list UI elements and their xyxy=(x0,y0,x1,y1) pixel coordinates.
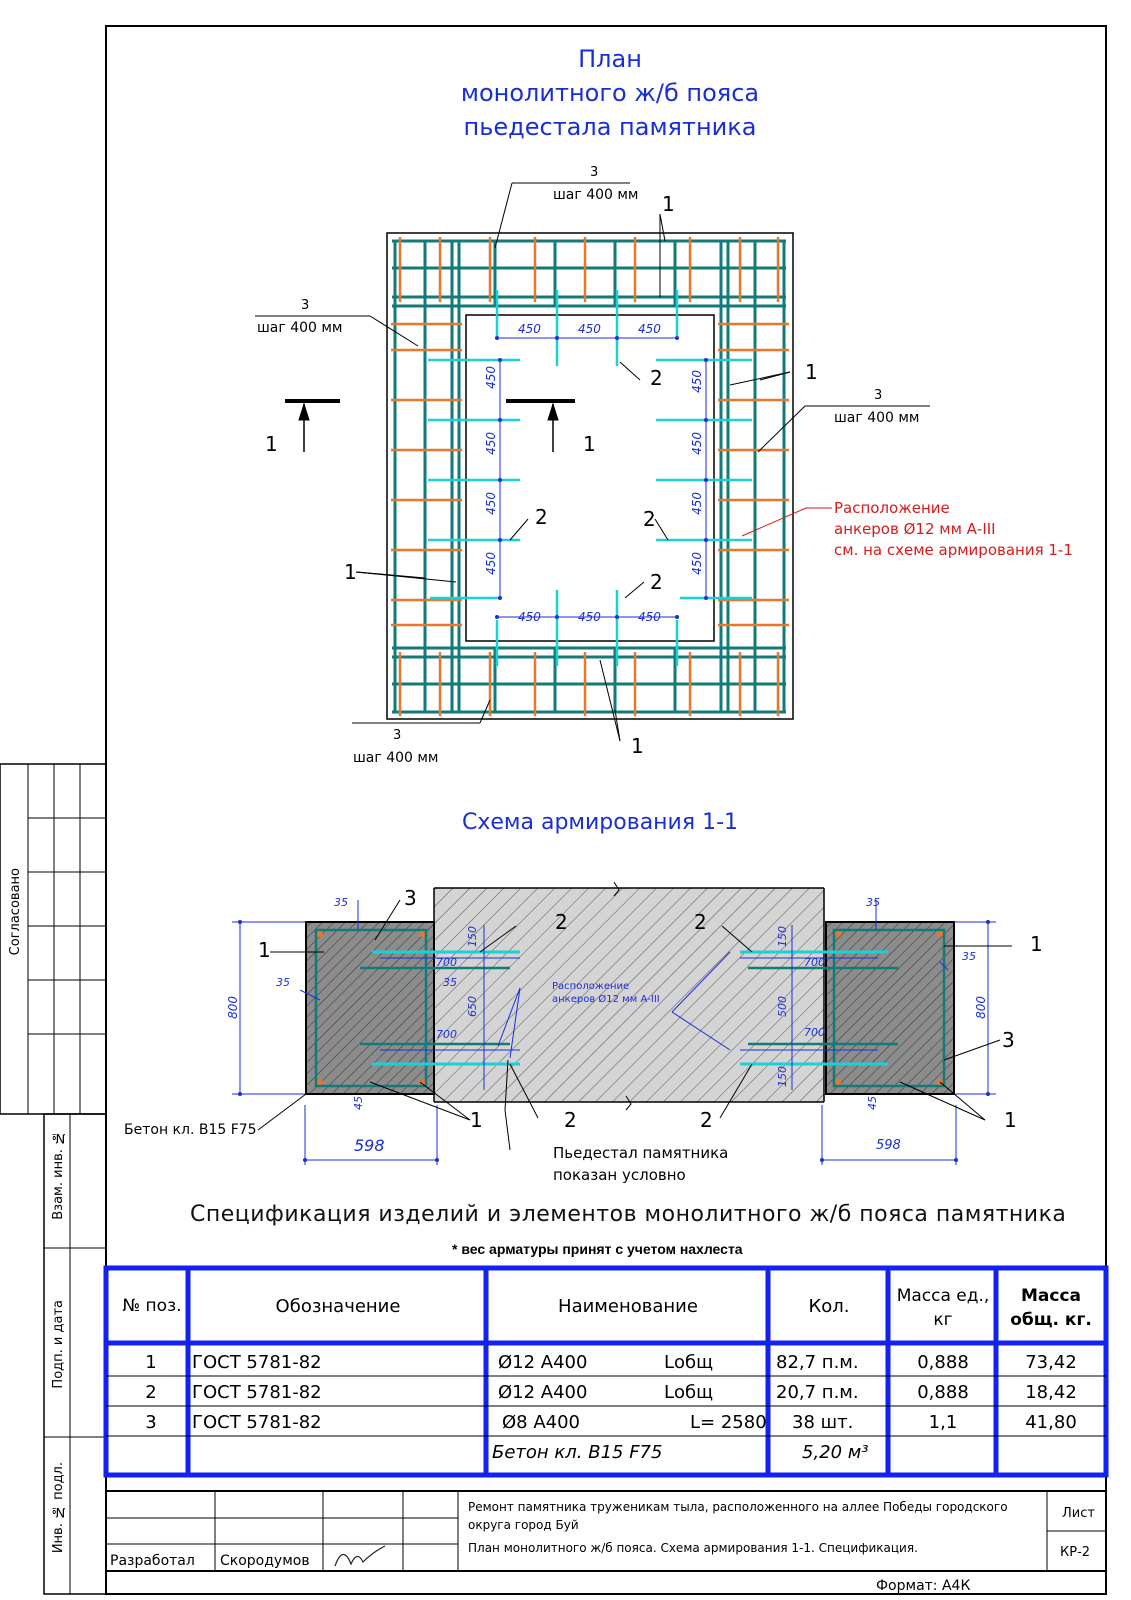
section-dim-800: 800 xyxy=(226,996,240,1019)
plan-dim-450-vertical: 450 xyxy=(484,366,498,389)
section-pos-3-right: 3 xyxy=(1002,1028,1015,1052)
plan-title-line-3: пьедестала памятника xyxy=(463,113,757,141)
plan-callout-top-step: шаг 400 мм xyxy=(553,187,639,203)
plan-pos-2-a: 2 xyxy=(650,366,663,390)
plan-callout-top-pos: 3 xyxy=(590,165,599,180)
spec-row-1-mass-unit: 0,888 xyxy=(917,1352,969,1373)
section-dim-45: 45 xyxy=(352,1096,365,1110)
spec-header-qty: Кол. xyxy=(808,1296,850,1317)
plan-dim-450-vertical: 450 xyxy=(690,552,704,575)
plan-dim-450-vertical: 450 xyxy=(690,492,704,515)
plan-dim-450: 450 xyxy=(638,610,661,624)
spec-header-mass-unit: Масса ед., кг xyxy=(896,1286,990,1330)
section-pos-2-d: 2 xyxy=(700,1108,713,1132)
plan-callout-left-pos: 3 xyxy=(301,298,310,313)
section-pos-2-b: 2 xyxy=(694,910,707,934)
section-dim-150: 150 xyxy=(776,1066,789,1087)
plan-callout-bottom-pos: 3 xyxy=(393,728,402,743)
plan-dim-450: 450 xyxy=(518,610,541,624)
section-pos-2-c: 2 xyxy=(564,1108,577,1132)
title-block-project: Ремонт памятника труженикам тыла, расположенного на аллее Победы городского округа город Буй xyxy=(468,1500,1008,1532)
stamp-replacement-inv: Взам. инв. № xyxy=(51,1130,66,1220)
spec-row-2-doc: ГОСТ 5781-82 xyxy=(192,1382,322,1403)
spec-header-mass-total: Масса общ. кг. xyxy=(1010,1286,1092,1330)
spec-row-2-mass-unit: 0,888 xyxy=(917,1382,969,1403)
stamp-original-inv: Инв. № подл. xyxy=(51,1462,66,1554)
section-mark-left: 1 xyxy=(265,432,278,456)
spec-row-2-pos: 2 xyxy=(145,1382,157,1403)
plan-dim-450-vertical: 450 xyxy=(484,492,498,515)
section-dim-800: 800 xyxy=(974,996,988,1019)
spec-row-3-name: Ø8 А400 xyxy=(502,1412,581,1433)
section-dim-650: 650 xyxy=(466,996,479,1017)
section-dim-700: 700 xyxy=(804,1026,825,1039)
plan-dim-450-vertical: 450 xyxy=(690,432,704,455)
spec-row-3-mass-total: 41,80 xyxy=(1025,1412,1077,1433)
spec-row-1-pos: 1 xyxy=(145,1352,157,1373)
plan-dim-450-vertical: 450 xyxy=(690,370,704,393)
plan-dim-450: 450 xyxy=(518,322,541,336)
section-dim-35: 35 xyxy=(443,976,457,989)
spec-title: Спецификация изделий и элементов монолитного ж/б пояса памятника xyxy=(190,1202,1067,1227)
spec-concrete-qty: 5,20 м³ xyxy=(802,1442,869,1463)
title-block-format: Формат: А4К xyxy=(876,1578,971,1594)
plan-pos-1-top: 1 xyxy=(662,192,675,216)
section-pos-1-c: 1 xyxy=(470,1108,483,1132)
title-block-developed-label: Разработал xyxy=(110,1553,195,1569)
spec-row-2-name: Ø12 А400 xyxy=(498,1382,588,1403)
plan-callout-left-step: шаг 400 мм xyxy=(257,320,343,336)
spec-row-2-length: Lобщ xyxy=(664,1382,714,1403)
section-dim-35: 35 xyxy=(962,950,976,963)
plan-callout-right-step: шаг 400 мм xyxy=(834,410,920,426)
spec-row-1-qty: 82,7 п.м. xyxy=(776,1352,859,1373)
section-pos-1-b: 1 xyxy=(1030,932,1043,956)
spec-row-1-length: Lобщ xyxy=(664,1352,714,1373)
plan-pos-1-bottom: 1 xyxy=(631,734,644,758)
red-note-line-3: см. на схеме армирования 1-1 xyxy=(834,541,1073,559)
spec-weight-note: * вес арматуры принят с учетом нахлеста xyxy=(452,1241,743,1257)
plan-dim-450: 450 xyxy=(638,322,661,336)
section-dim-700: 700 xyxy=(436,1028,457,1041)
spec-row-2-mass-total: 18,42 xyxy=(1025,1382,1077,1403)
stamp-signature-date: Подп. и дата xyxy=(51,1300,66,1389)
section-dim-500: 500 xyxy=(776,996,789,1017)
plan-dim-450-vertical: 450 xyxy=(484,552,498,575)
plan-dim-450-vertical: 450 xyxy=(484,432,498,455)
spec-header-name: Наименование xyxy=(558,1296,698,1317)
title-block-sheet-code: КР-2 xyxy=(1060,1545,1091,1560)
plan-pos-2-b: 2 xyxy=(535,505,548,529)
pedestal-note-line-1: Пьедестал памятника xyxy=(553,1144,729,1162)
stamp-agreed: Согласовано xyxy=(8,868,23,956)
section-dim-35: 35 xyxy=(334,896,348,909)
anchor-note-line-2: анкеров Ø12 мм А-III xyxy=(552,994,660,1005)
plan-pos-1-left: 1 xyxy=(344,560,357,584)
section-dim-150: 150 xyxy=(466,926,479,947)
plan-dim-450: 450 xyxy=(578,610,601,624)
spec-row-3-qty: 38 шт. xyxy=(792,1412,854,1433)
section-pos-1-a: 1 xyxy=(258,938,271,962)
plan-title-line-2: монолитного ж/б пояса xyxy=(460,79,760,107)
plan-pos-1-right: 1 xyxy=(805,360,818,384)
section-dim-45: 45 xyxy=(866,1096,879,1110)
section-mark-right: 1 xyxy=(583,432,596,456)
section-pos-3-left: 3 xyxy=(404,886,417,910)
anchor-note-line-1: Расположение xyxy=(552,981,630,992)
title-block-sheet-title: План монолитного ж/б пояса. Схема армирования 1-1. Спецификация. xyxy=(468,1541,918,1555)
plan-pos-2-d: 2 xyxy=(650,570,663,594)
spec-row-3-pos: 3 xyxy=(145,1412,157,1433)
section-pos-1-d: 1 xyxy=(1004,1108,1017,1132)
spec-row-2-qty: 20,7 п.м. xyxy=(776,1382,859,1403)
section-dim-150: 150 xyxy=(776,926,789,947)
pedestal-note-line-2: показан условно xyxy=(553,1166,686,1184)
red-note-line-1: Расположение xyxy=(834,499,950,517)
plan-callout-bottom-step: шаг 400 мм xyxy=(353,750,439,766)
title-block-sheet-label: Лист xyxy=(1062,1506,1095,1521)
section-dim-700: 700 xyxy=(804,956,825,969)
section-dim-598-left: 598 xyxy=(354,1136,385,1155)
section-dim-700: 700 xyxy=(436,956,457,969)
spec-concrete-name: Бетон кл. В15 F75 xyxy=(492,1442,663,1463)
spec-row-3-mass-unit: 1,1 xyxy=(928,1412,958,1433)
spec-row-1-doc: ГОСТ 5781-82 xyxy=(192,1352,322,1373)
plan-pos-2-c: 2 xyxy=(643,507,656,531)
spec-row-1-mass-total: 73,42 xyxy=(1025,1352,1077,1373)
spec-row-3-length: L= 2580 xyxy=(690,1412,767,1433)
spec-header-doc: Обозначение xyxy=(275,1296,401,1317)
spec-row-1-name: Ø12 А400 xyxy=(498,1352,588,1373)
section-pos-2-a: 2 xyxy=(555,910,568,934)
section-dim-35: 35 xyxy=(866,896,880,909)
spec-header-pos: № поз. xyxy=(122,1296,182,1316)
plan-callout-right-pos: 3 xyxy=(874,388,883,403)
plan-title-line-1: План xyxy=(578,45,642,73)
plan-dim-450: 450 xyxy=(578,322,601,336)
section-title: Схема армирования 1-1 xyxy=(461,810,739,835)
spec-table xyxy=(106,1268,1106,1475)
section-concrete-label: Бетон кл. В15 F75 xyxy=(124,1122,257,1138)
section-dim-35: 35 xyxy=(276,976,290,989)
section-dim-598-right: 598 xyxy=(876,1138,901,1153)
red-note-line-2: анкеров Ø12 мм А-III xyxy=(834,520,996,538)
spec-row-3-doc: ГОСТ 5781-82 xyxy=(192,1412,322,1433)
title-block-developer: Скородумов xyxy=(220,1553,310,1569)
